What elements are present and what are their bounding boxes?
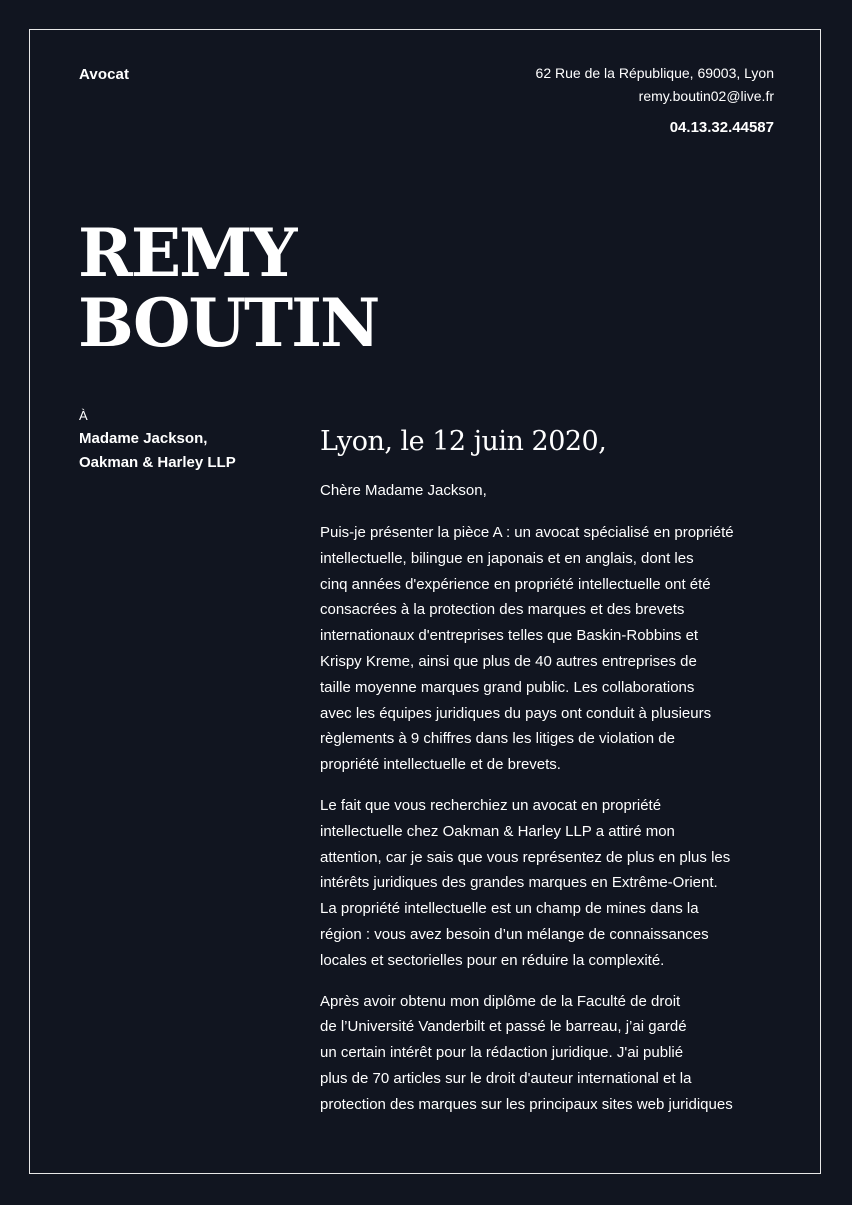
recipient-prefix: À [79, 408, 88, 423]
phone: 04.13.32.44587 [669, 119, 774, 136]
paragraph: Le fait que vous recherchiez un avocat en propriété intellectuelle chez Oakman & Harley LLP a attiré mon attention, car je sais que vous représentez de plus en plus les intérêts juridiques des grandes marques en Extrême-Orient. La propriété intellectuelle est un champ de mines dans la région : vous avez besoin d’un mélange de connaissances locales et sectorielles pour en réduire la complexité. [320, 796, 731, 969]
recipient-name: Madame Jackson, [79, 430, 208, 447]
paragraph: Après avoir obtenu mon diplôme de la Faculté de droit de l’Université Vanderbilt et passé le barreau, j’ai gardé un certain intérêt pour la rédaction juridique. J'ai publié plus de 70 articles sur le droit d'auteur international et la protection des marques sur les principaux sites web juridiques [320, 992, 733, 1113]
letter-body [320, 424, 760, 1133]
letter-date: Lyon, le 12 juin 2020, [320, 426, 607, 457]
salutation: Chère Madame Jackson, [320, 482, 487, 499]
applicant-name [78, 214, 379, 362]
address: 62 Rue de la République, 69003, Lyon [535, 65, 774, 81]
recipient-company: Oakman & Harley LLP [79, 454, 236, 471]
last-name: BOUTIN [78, 284, 379, 362]
recipient-block [79, 406, 236, 475]
email: remy.boutin02@live.fr [638, 88, 774, 104]
job-title: Avocat [79, 66, 130, 83]
paragraph: Puis-je présenter la pièce A : un avocat spécialisé en propriété intellectuelle, bilingue en japonais et en anglais, dont les cinq années d'expérience en propriété intellectuelle ont été consacrées à la protection des marques et des brevets internationaux d'entreprises telles que Baskin-Robbins et Krispy Kreme, ainsi que plus de 40 autres entreprises de taille moyenne marques grand public. Les collaborations avec les équipes juridiques du pays ont conduit à plusieurs règlements à 9 chiffres dans les litiges de violation de propriété intellectuelle et de brevets. [320, 524, 734, 774]
contact-block [536, 62, 774, 139]
first-name: REMY [78, 214, 296, 292]
